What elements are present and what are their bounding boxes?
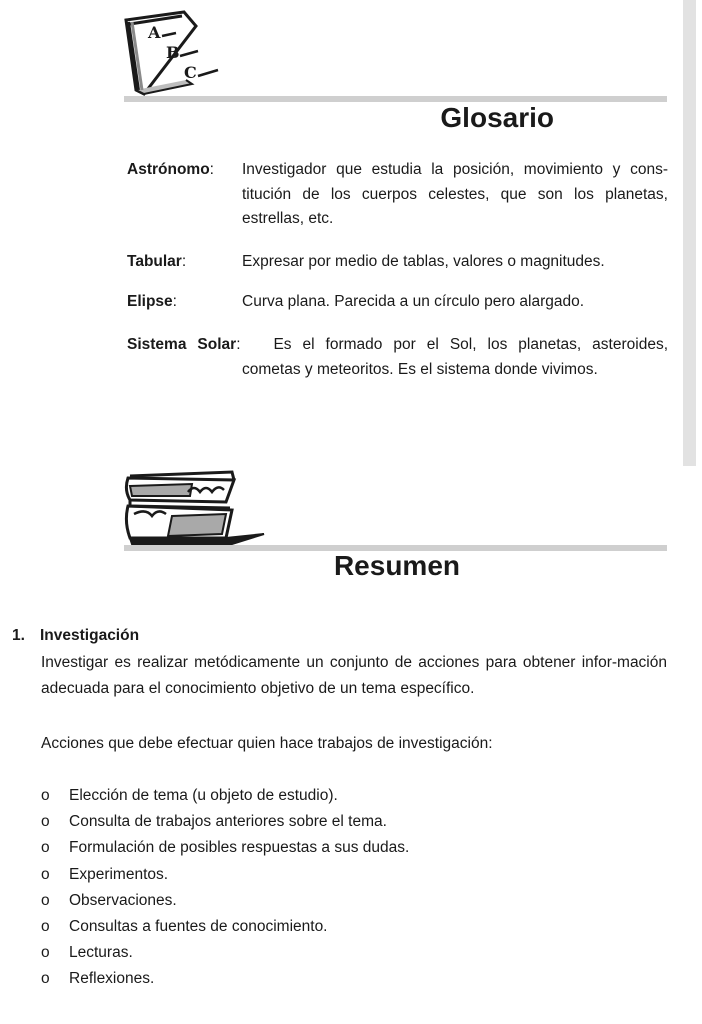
list-item: o Consultas a fuentes de conocimiento.	[41, 914, 661, 940]
bullet-marker: o	[41, 865, 50, 883]
glossary-title: Glosario	[440, 102, 554, 133]
glossary-entry: Astrónomo: Investigador que estudia la posición, movimiento y cons-titución de los cuerpos celestes, que son los planetas, estrellas, etc.	[127, 158, 668, 233]
summary-title: Resumen	[333, 550, 460, 581]
list-item: o Formulación de posibles respuestas a sus dudas.	[41, 835, 661, 861]
summary-paragraph: Acciones que debe efectuar quien hace trabajos de investigación:	[41, 735, 493, 752]
abc-notebook-icon	[122, 10, 222, 96]
bullet-marker: o	[41, 839, 50, 857]
abc-letter-a: A	[148, 23, 161, 42]
page-edge-bar	[683, 0, 696, 466]
glossary-term: Tabular	[127, 253, 182, 270]
bullet-marker: o	[41, 918, 50, 936]
glossary-term: Sistema Solar	[127, 336, 237, 353]
bullet-marker: o	[41, 944, 50, 962]
abc-letter-b: B	[166, 43, 180, 62]
glossary-entry: Elipse: Curva plana. Parecida a un círculo pero alargado.	[127, 290, 668, 315]
list-item: o Elección de tema (u objeto de estudio).	[41, 783, 661, 809]
glossary-definition: Curva plana. Parecida a un círculo pero alargado.	[242, 293, 585, 310]
glossary-definition-cont: cometas y meteoritos. Es el sistema donde vivimos.	[242, 360, 598, 378]
actions-list	[41, 783, 661, 993]
item-title: Investigación	[40, 627, 140, 644]
glossary-definition: Investigador que estudia la posición, movimiento y cons-titución de los cuerpos celestes, que son los planetas, estrellas, etc.	[242, 161, 668, 227]
list-item: o Consulta de trabajos anteriores sobre el tema.	[41, 809, 661, 835]
glossary-entry: Tabular: Expresar por medio de tablas, valores o magnitudes.	[127, 250, 668, 275]
bullet-marker: o	[41, 970, 50, 988]
glossary-definition: Expresar por medio de tablas, valores o magnitudes.	[242, 253, 605, 270]
glossary-term: Elipse	[127, 293, 173, 310]
bullet-marker: o	[41, 891, 50, 909]
list-item: o Observaciones.	[41, 888, 661, 914]
books-stack-icon	[122, 466, 268, 546]
item-number: 1.	[12, 627, 25, 644]
glossary-definition: Es el formado por el Sol, los planetas, asteroides,	[273, 336, 668, 353]
glossary-entry: Sistema Solar: Es el formado por el Sol, los planetas, asteroides, cometas y meteoritos. Es el sistema donde vivimos.	[127, 333, 668, 383]
abc-letter-c: C	[184, 63, 197, 82]
list-item: o Reflexiones.	[41, 966, 661, 992]
summary-paragraph: Investigar es realizar metódicamente un conjunto de acciones para obtener infor-mación adecuada para el conocimiento objetivo de un tema específico.	[41, 654, 667, 697]
bullet-marker: o	[41, 787, 50, 804]
summary-item-heading	[12, 623, 692, 649]
list-item: o Experimentos.	[41, 862, 661, 888]
list-item: o Lecturas.	[41, 940, 661, 966]
bullet-marker: o	[41, 813, 50, 831]
glossary-term: Astrónomo	[127, 161, 210, 178]
